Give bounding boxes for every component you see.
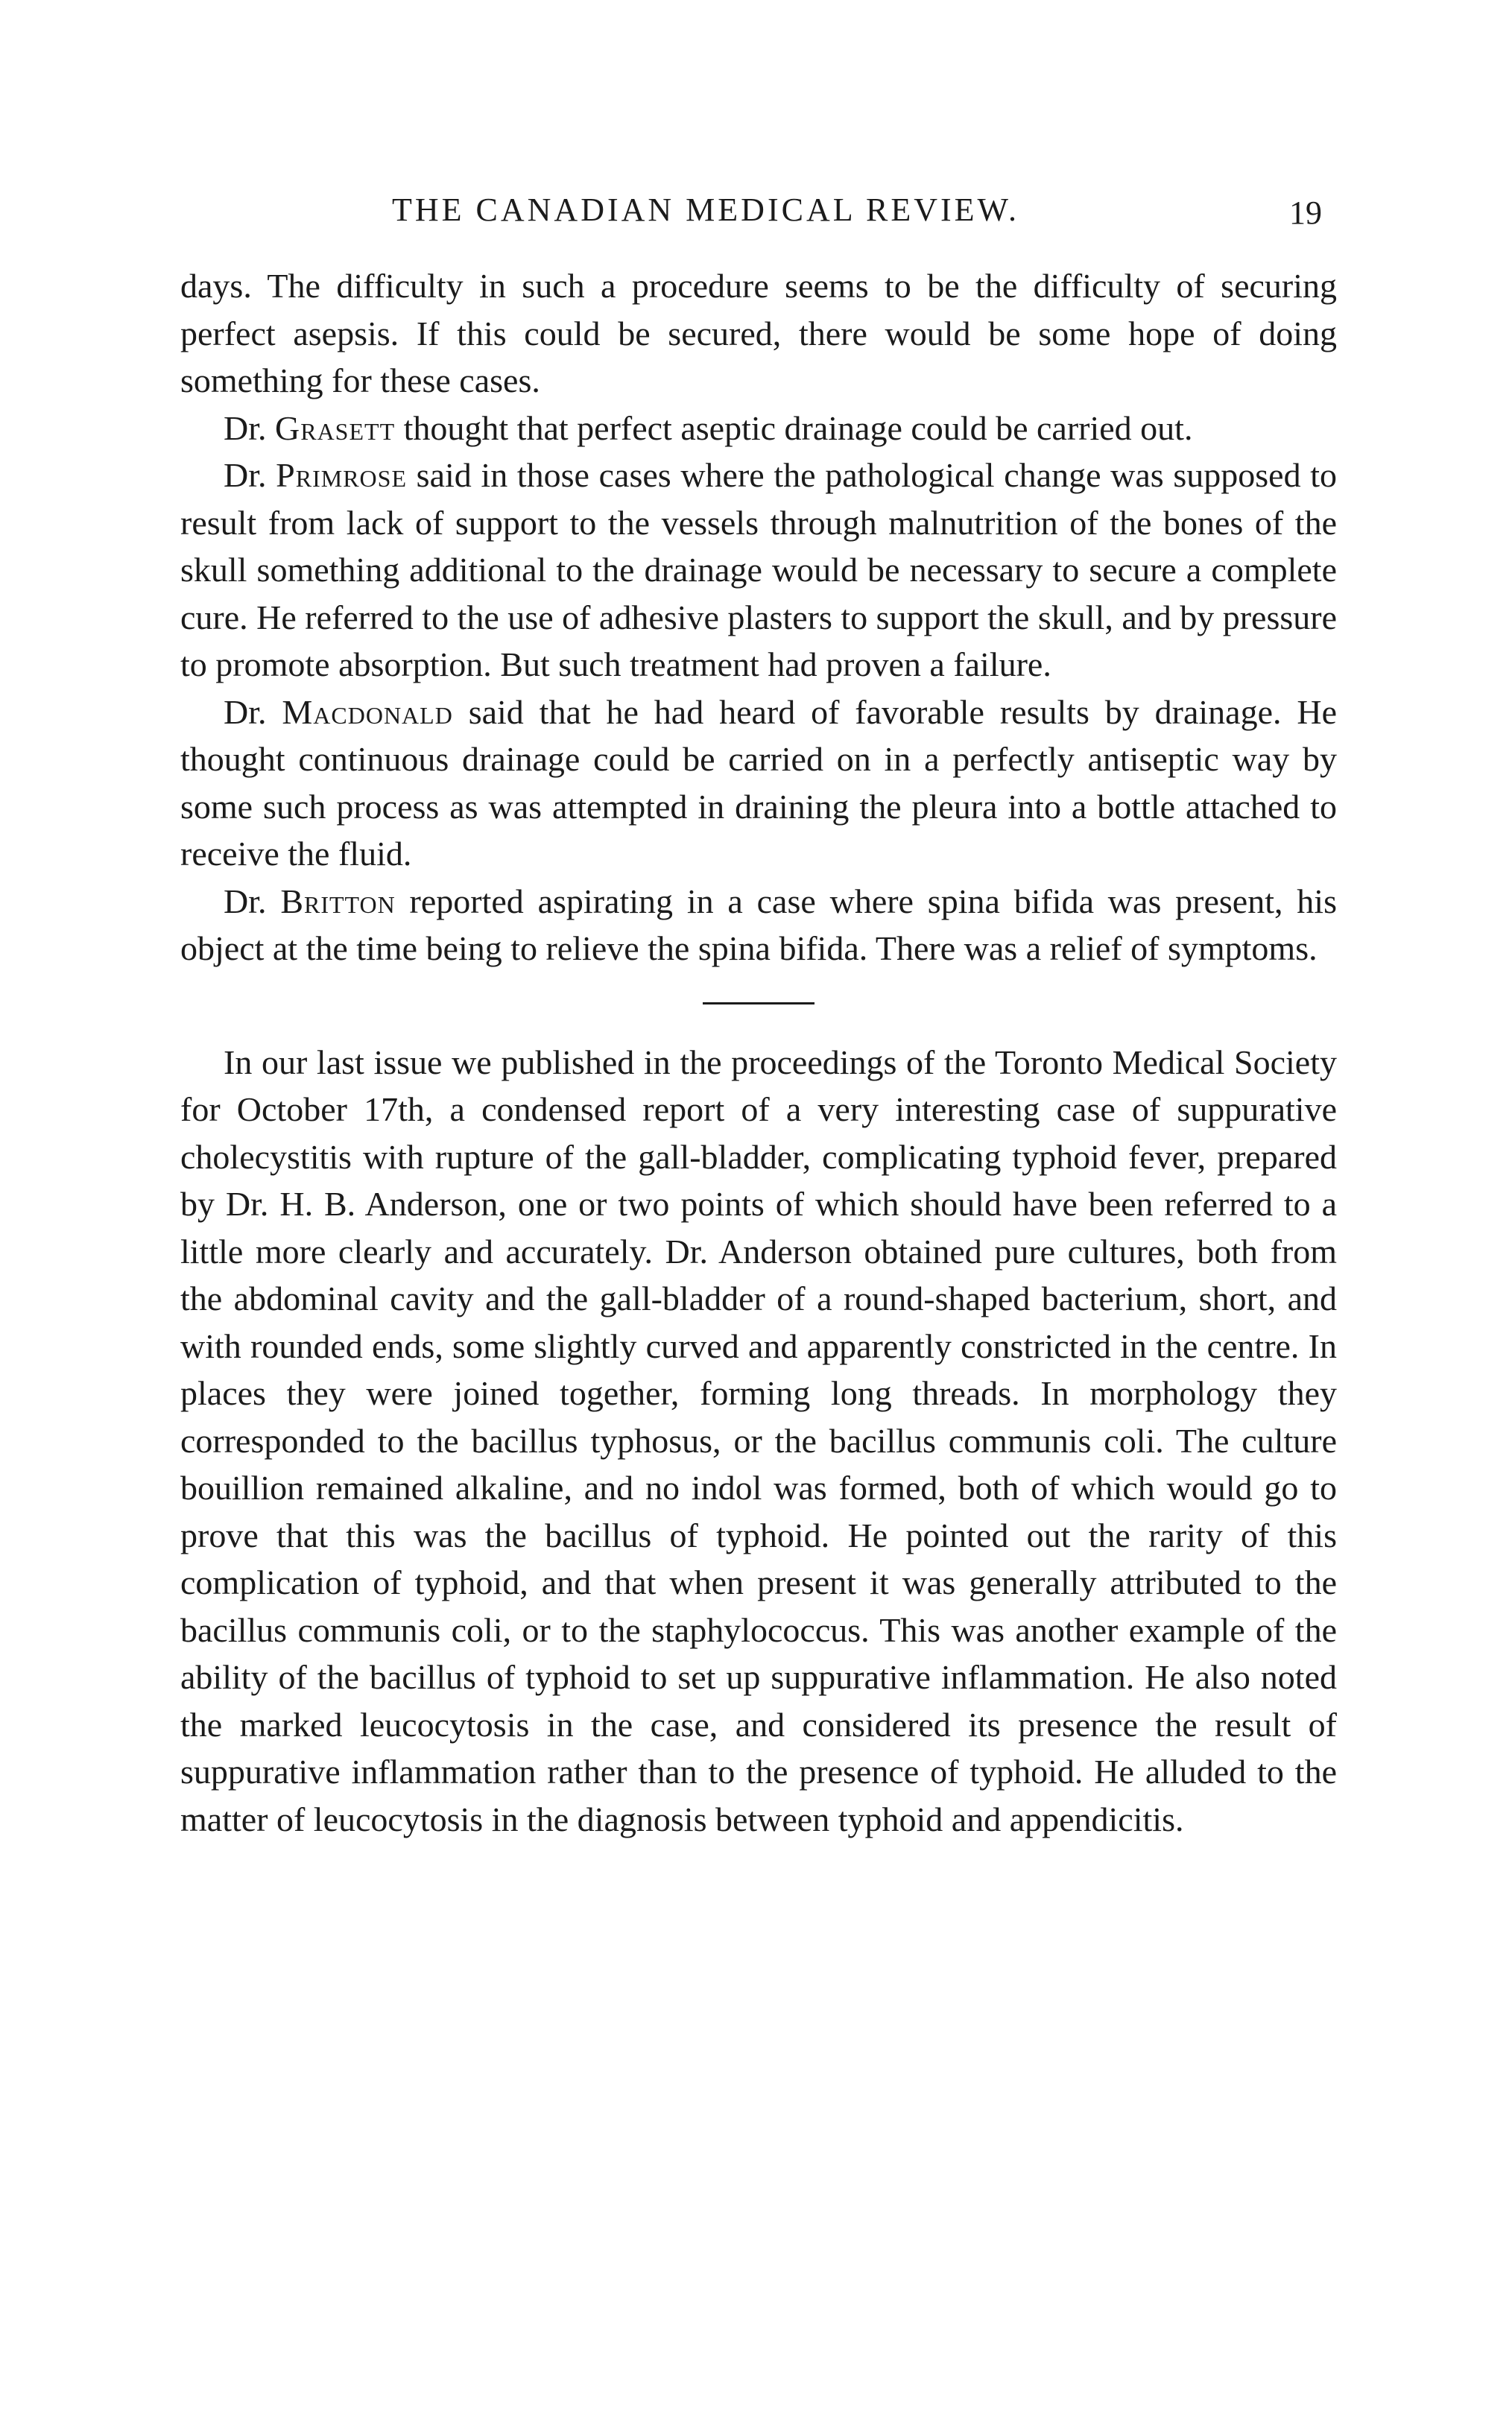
speaker-prefix: Dr. (224, 408, 275, 447)
speaker-name-macdonald: Macdonald (282, 692, 453, 731)
paragraph-britton (180, 878, 1337, 972)
paragraph-grasett (180, 405, 1337, 452)
speaker-remark-grasett: thought that perfect aseptic drainage could be carried out. (395, 408, 1193, 447)
speaker-prefix: Dr. (224, 882, 281, 920)
speaker-remark-primrose: said in those cases where the pathological change was supposed to result from lack of support to the vessels through malnutrition of the bones of the skull something additional to the drainage would be necessary to secure a complete cure. He referred to the use of adhesive plasters to support the skull, and by pressure to promote absorption. But such treatment had proven a failure. (180, 456, 1338, 683)
speaker-name-grasett: Grasett (275, 408, 396, 447)
body-column (180, 262, 1337, 1843)
speaker-name-primrose: Primrose (276, 456, 408, 494)
speaker-name-britton: Britton (280, 882, 396, 920)
paragraph-continuation: days. The difficulty in such a procedure seems to be the difficulty of securing perfect asepsis. If this could be secured, there would be some hope of doing something for these cases. (180, 267, 1337, 399)
running-title: THE CANADIAN MEDICAL REVIEW. (392, 192, 1019, 228)
page-number: 19 (1289, 194, 1322, 231)
speaker-prefix: Dr. (224, 692, 282, 731)
running-head (180, 188, 1334, 232)
section-divider (703, 1002, 814, 1004)
speaker-remark-macdonald: said that he had heard of favorable results by drainage. He thought continuous drainage could be carried on in a perfectly antiseptic way by some such process as was attempted in draining the pleura into a bottle attached to receive the fluid. (180, 692, 1338, 873)
paragraph-primrose (180, 452, 1337, 689)
speaker-remark-britton: reported aspirating in a case where spina bifida was present, his object at the time being to relieve the spina bifida. There was a relief of symptoms. (180, 882, 1337, 967)
paragraph-macdonald (180, 689, 1337, 878)
speaker-prefix: Dr. (224, 456, 276, 494)
paragraph-editorial-note: In our last issue we published in the proceedings of the Toronto Medical Society for October 17th, a condensed report of a very interesting case of suppurative cholecystitis with rupture of the gall-bladder, complicating typhoid fever, prepared by Dr. H. B. Anderson, one or two points of which should have been referred to a little more clearly and accurately. Dr. Anderson obtained pure cultures, both from the abdominal cavity and the gall-bladder of a round-shaped bacterium, short, and with rounded ends, some slightly curved and apparently constricted in the centre. In places they were joined together, forming long threads. In morphology they corresponded to the bacillus typhosus, or the bacillus communis coli. The culture bouillion remained alkaline, and no indol was formed, both of which would go to prove that this was the bacillus of typhoid. He pointed out the rarity of this complication of typhoid, and that when present it was generally attributed to the bacillus communis coli, or to the staphylococcus. This was another example of the ability of the bacillus of typhoid to set up suppurative inflammation. He also noted the marked leucocytosis in the case, and considered its presence the result of suppurative inflammation rather than to the presence of typhoid. He alluded to the matter of leucocytosis in the diagnosis between typhoid and appendicitis. (180, 1042, 1337, 1838)
